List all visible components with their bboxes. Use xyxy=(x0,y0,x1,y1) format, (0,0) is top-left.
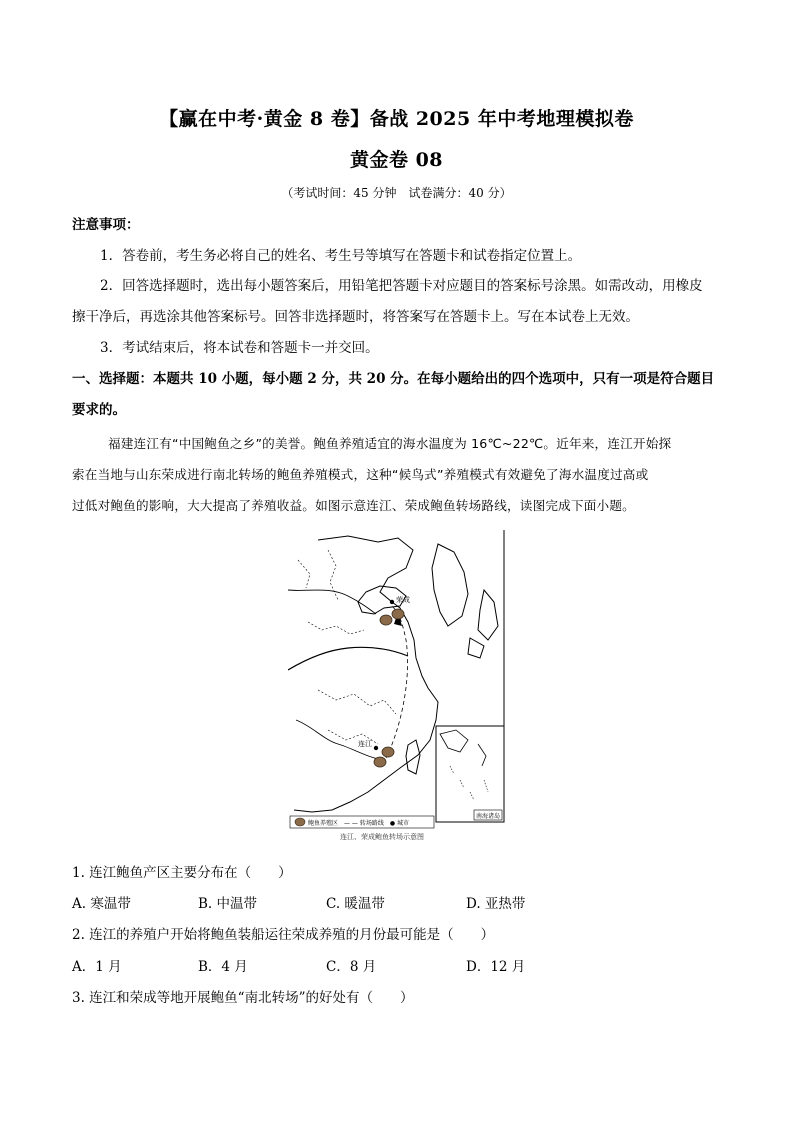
section-heading: 一、选择题：本题共 10 小题，每小题 2 分，共 20 分。在每小题给出的四个选项中，只有一项是符合题目 xyxy=(72,371,715,387)
option-b: B. 中温带 xyxy=(198,896,258,912)
taiwan-island xyxy=(406,740,420,774)
option-c: C．8 月 xyxy=(326,959,377,975)
question-stem: 3. 连江和荣成等地开展鲍鱼“南北转场”的好处有（ ） xyxy=(72,990,414,1006)
abalone-area-icon xyxy=(392,609,404,619)
province-boundary xyxy=(298,550,364,634)
label-rongcheng: 荣成 xyxy=(396,596,410,604)
inset-label: 南海诸岛 xyxy=(476,813,501,820)
japan-island xyxy=(468,638,484,658)
korean-peninsula xyxy=(432,544,468,626)
map-svg xyxy=(288,530,506,842)
abalone-area-icon xyxy=(382,747,394,757)
option-c: C. 暖温带 xyxy=(326,896,385,912)
legend-abalone-icon xyxy=(295,818,305,826)
city-marker-rongcheng xyxy=(390,600,394,604)
passage-line: 福建连江有“中国鲍鱼之乡”的美誉。鲍鱼养殖适宜的海水温度为 16℃~22℃。近年来，连江开始探 xyxy=(108,436,672,451)
option-a: A. 寒温带 xyxy=(72,896,131,912)
inset-frame xyxy=(436,726,504,822)
province-boundary xyxy=(318,690,396,744)
label-lianjiang: 连江 xyxy=(358,740,372,748)
option-d: D．12 月 xyxy=(466,959,526,975)
notice-item: 擦干净后，再选涂其他答案标号。回答非选择题时，将答案写在答题卡上。写在本试卷上无效。 xyxy=(72,309,639,325)
paper-subtitle: 黄金卷 08 xyxy=(349,149,444,171)
map-caption: 连江、荣成鲍鱼转场示意图 xyxy=(340,833,424,841)
notice-item: 3．考试结束后，将本试卷和答题卡一并交回。 xyxy=(100,340,379,356)
yangtze-river xyxy=(288,647,408,670)
passage-line: 过低对鲍鱼的影响，大大提高了养殖收益。如图示意连江、荣成鲍鱼转场路线，读图完成下面小题。 xyxy=(72,498,635,513)
notice-item: 2．回答选择题时，选出每小题答案后，用铅笔把答题卡对应题目的答案标号涂黑。如需改动，用橡皮 xyxy=(100,278,703,294)
city-marker-lianjiang xyxy=(374,746,378,750)
question-stem: 1. 连江鲍鱼产区主要分布在（ ） xyxy=(72,865,292,881)
question-stem: 2. 连江的养殖户开始将鲍鱼装船运往荣成养殖的月份最可能是（ ） xyxy=(72,927,495,943)
notice-heading: 注意事项： xyxy=(72,217,140,233)
section-heading: 要求的。 xyxy=(72,402,126,418)
notice-item: 1．答卷前，考生务必将自己的姓名、考生号等填写在答题卡和试卷指定位置上。 xyxy=(100,248,582,264)
page-title: 【赢在中考·黄金 8 卷】备战 2025 年中考地理模拟卷 xyxy=(159,108,634,130)
abalone-area-icon xyxy=(374,757,386,767)
passage-line: 索在当地与山东荣成进行南北转场的鲍鱼养殖模式，这种“候鸟式”养殖模式有效避免了海水温度过高或 xyxy=(72,467,649,482)
exam-info: （考试时间：45 分钟 试卷满分：40 分） xyxy=(281,186,512,200)
japan-island xyxy=(478,590,498,640)
yellow-river xyxy=(288,590,376,614)
option-a: A．1 月 xyxy=(72,959,122,975)
legend-text: 鲍鱼养殖区 — — 转场路线 ● 城市 xyxy=(308,820,409,827)
option-b: B．4 月 xyxy=(198,959,248,975)
migration-route xyxy=(386,606,408,758)
map-figure xyxy=(288,530,506,842)
abalone-area-icon xyxy=(380,615,392,625)
option-d: D. 亚热带 xyxy=(466,896,526,912)
